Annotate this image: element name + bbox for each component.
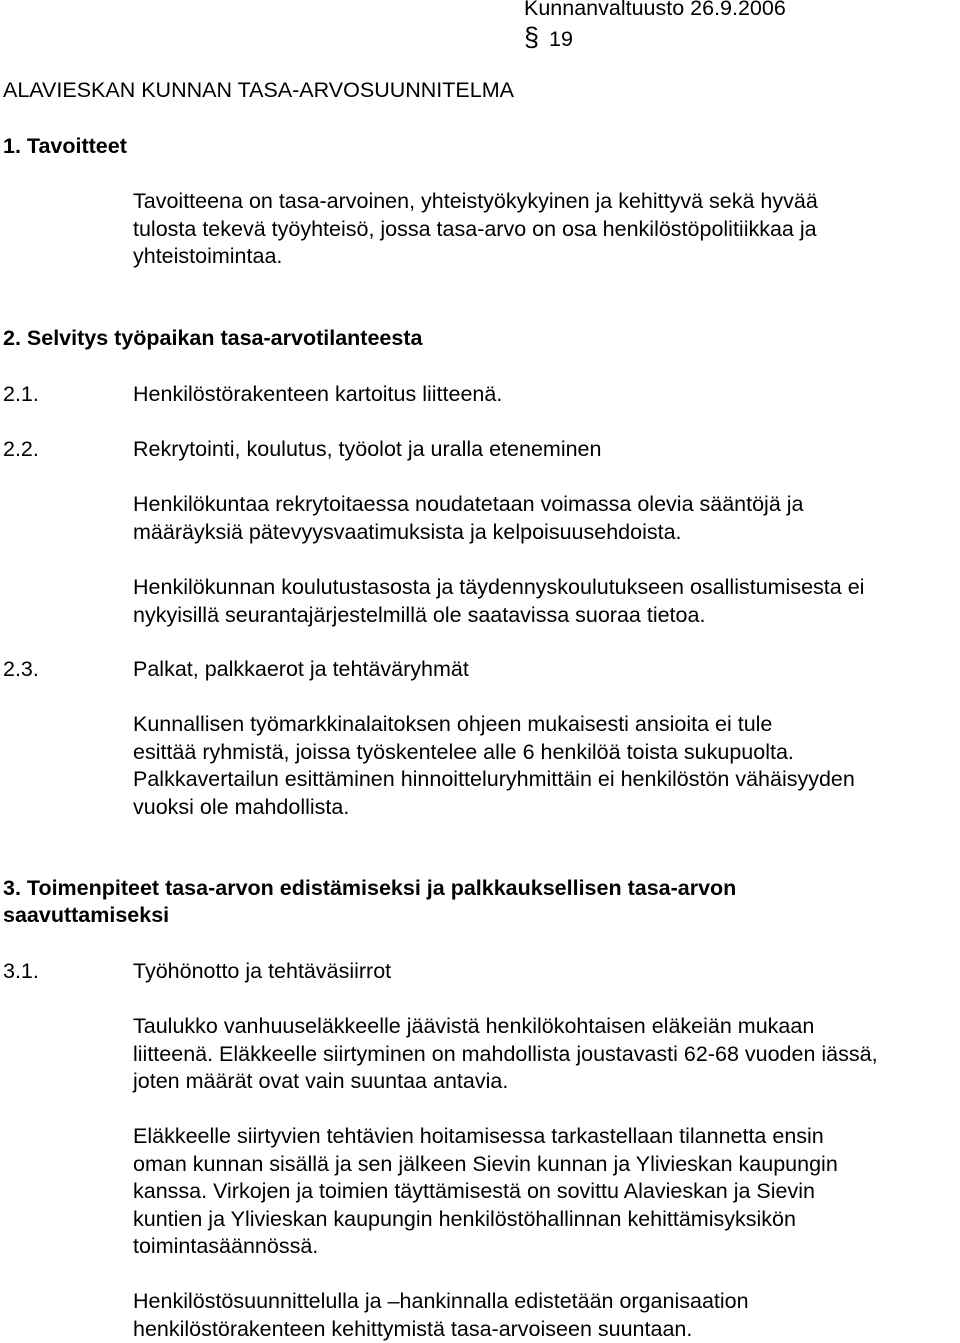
subsection-3-1-paragraph-2 [133,1123,838,1261]
subsection-2-3-title: Palkat, palkkaerot ja tehtäväryhmät [133,656,469,684]
paragraph-line: Henkilöstösuunnittelulla ja –hankinnalla edistetään organisaation [133,1288,749,1316]
paragraph-line: Henkilökunnan koulutustasosta ja täydennyskoulutukseen osallistumisesta ei [133,574,864,602]
paragraph-line: henkilöstörakenteen kehittymistä tasa-arvoiseen suuntaan. [133,1316,749,1343]
paragraph-line: yhteistoimintaa. [133,243,818,271]
paragraph-line: nykyisillä seurantajärjestelmillä ole saatavissa suoraa tietoa. [133,602,864,630]
section-sign: § [524,22,539,52]
subsection-2-2-paragraph-2 [133,574,864,629]
paragraph-line: esittää ryhmistä, joissa työskentelee alle 6 henkilöä toista sukupuolta. [133,739,855,767]
paragraph-line: toimintasäännössä. [133,1233,838,1261]
paragraph-line: vuoksi ole mahdollista. [133,794,855,822]
meeting-date: Kunnanvaltuusto 26.9.2006 [524,0,786,23]
subsection-2-3-number: 2.3. [3,656,39,684]
section-3-heading-line-2: saavuttamiseksi [3,902,169,930]
section-1-heading: 1. Tavoitteet [3,133,127,161]
subsection-2-3-paragraph [133,711,855,821]
paragraph-line: Eläkkeelle siirtyvien tehtävien hoitamisessa tarkastellaan tilannetta ensin [133,1123,838,1151]
section-3-heading-line-1: 3. Toimenpiteet tasa-arvon edistämiseksi ja palkkauksellisen tasa-arvon [3,875,736,903]
paragraph-line: Tavoitteena on tasa-arvoinen, yhteistyökykyinen ja kehittyvä sekä hyvää [133,188,818,216]
section-1-paragraph [133,188,818,271]
subsection-2-2-title: Rekrytointi, koulutus, työolot ja uralla eteneminen [133,436,601,464]
paragraph-line: kuntien ja Ylivieskan kaupungin henkilöstöhallinnan kehittämisyksikön [133,1206,838,1234]
paragraph-line: kanssa. Virkojen ja toimien täyttämisestä on sovittu Alavieskan ja Sievin [133,1178,838,1206]
paragraph-line: tulosta tekevä työyhteisö, jossa tasa-arvo on osa henkilöstöpolitiikkaa ja [133,216,818,244]
paragraph-line: Henkilökuntaa rekrytoitaessa noudatetaan voimassa olevia sääntöjä ja [133,491,804,519]
paragraph-line: määräyksiä pätevyysvaatimuksista ja kelpoisuusehdoista. [133,519,804,547]
document-title: ALAVIESKAN KUNNAN TASA-ARVOSUUNNITELMA [3,77,514,105]
paragraph-line: Taulukko vanhuuseläkkeelle jäävistä henkilökohtaisen eläkeiän mukaan [133,1013,878,1041]
subsection-3-1-paragraph-1 [133,1013,878,1096]
subsection-3-1-title: Työhönotto ja tehtäväsiirrot [133,958,391,986]
subsection-3-1-paragraph-3 [133,1288,749,1343]
subsection-2-2-paragraph-1 [133,491,804,546]
paragraph-line: joten määrät ovat vain suuntaa antavia. [133,1068,878,1096]
section-marker [524,22,573,54]
paragraph-line: liitteenä. Eläkkeelle siirtyminen on mahdollista joustavasti 62-68 vuoden iässä, [133,1041,878,1069]
section-2-heading: 2. Selvitys työpaikan tasa-arvotilanteesta [3,325,422,353]
subsection-2-1-title: Henkilöstörakenteen kartoitus liitteenä. [133,381,502,409]
section-number: 19 [549,27,573,51]
paragraph-line: Palkkavertailun esittäminen hinnoitteluryhmittäin ei henkilöstön vähäisyyden [133,766,855,794]
subsection-2-1-number: 2.1. [3,381,39,409]
paragraph-line: Kunnallisen työmarkkinalaitoksen ohjeen mukaisesti ansioita ei tule [133,711,855,739]
subsection-2-2-number: 2.2. [3,436,39,464]
paragraph-line: oman kunnan sisällä ja sen jälkeen Sievin kunnan ja Ylivieskan kaupungin [133,1151,838,1179]
subsection-3-1-number: 3.1. [3,958,39,986]
